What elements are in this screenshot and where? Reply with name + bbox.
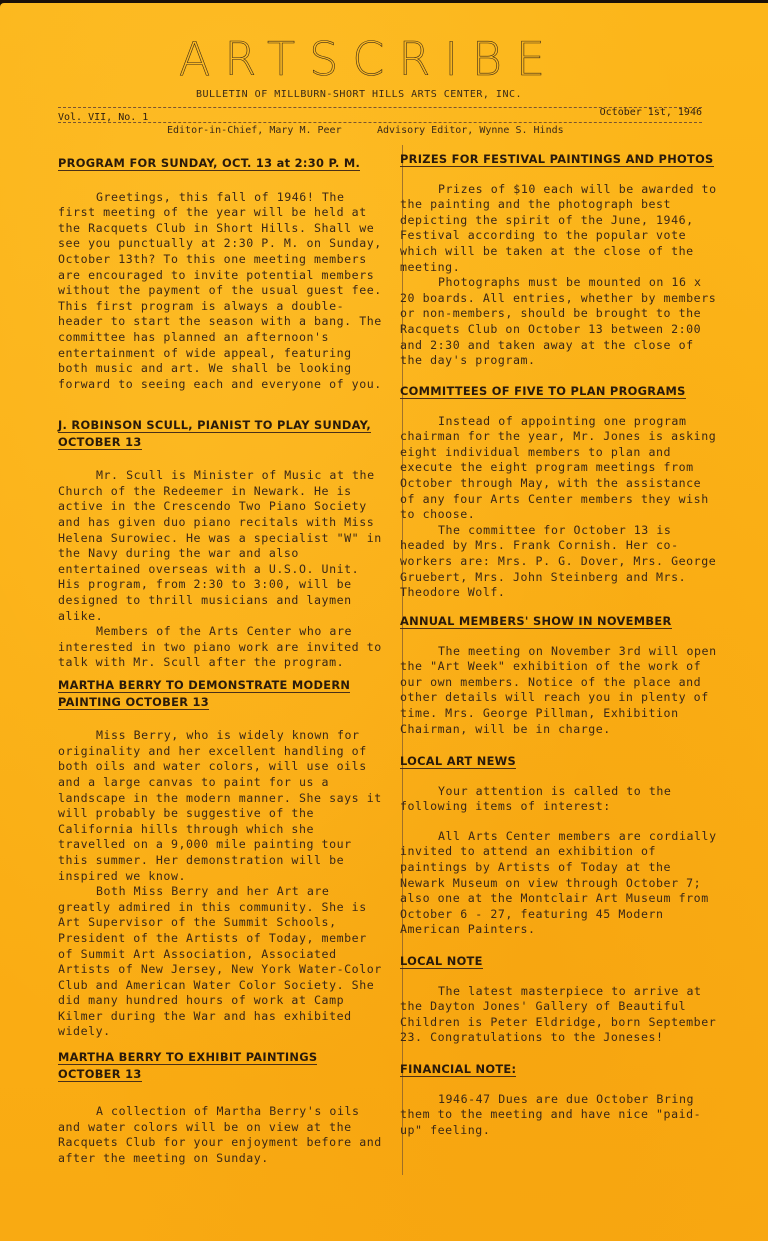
volume-bar — [58, 107, 702, 123]
article-berry-exhibit — [58, 1049, 384, 1167]
paragraph: All Arts Center members are cordially invited to attend an exhibition of paintings by Artists of Today at the Newark Museum on view through October 7; also one at the Montclair Art Museum from October 6 - 27, featuring 45 Modern American Painters. — [400, 828, 717, 937]
article-berry-demo — [58, 677, 384, 1040]
headline: LOCAL NOTE — [400, 954, 483, 968]
headline: ANNUAL MEMBERS' SHOW IN NOVEMBER — [400, 614, 672, 628]
headline: MARTHA BERRY TO EXHIBIT PAINTINGS OCTOBER 13 — [58, 1050, 318, 1081]
article-members-show — [400, 613, 720, 737]
masthead — [0, 33, 768, 100]
article-local-note — [400, 953, 720, 1046]
paragraph: Miss Berry, who is widely known for originality and her excellent handling of both oils and water colors, will use oils and a large canvas to paint for us a landscape in the modern manner. She says it will probably be suggestive of the California hills through which she travelled on a 9,000 mile painting tour this summer. Her demonstration will be inspired we know. — [58, 728, 382, 883]
paragraph: The committee for October 13 is headed by Mrs. Frank Cornish. Her co-workers are: Mrs. P. G. Dover, Mrs. George Gruebert, Mrs. John Steinberg and Mrs. Theodore Wolf. — [400, 522, 717, 600]
headline: LOCAL ART NEWS — [400, 754, 517, 768]
paragraph: Your attention is called to the following items of interest: — [400, 783, 672, 814]
advisory-editor: Advisory Editor, Wynne S. Hinds — [377, 125, 564, 136]
headline: COMMITTEES OF FIVE TO PLAN PROGRAMS — [400, 384, 686, 398]
paragraph: Photographs must be mounted on 16 x 20 boards. All entries, whether by members or non-members, should be brought to the Racquets Club on October 13 between 2:00 and 2:30 and taken away at the close of the day's program. — [400, 275, 717, 368]
article-committees — [400, 383, 720, 601]
issue-date: October 1st, 1946 — [599, 107, 702, 118]
paragraph: A collection of Martha Berry's oils and water colors will be on view at the Racquets Club for your enjoyment before and after the meeting on Sunday. — [58, 1104, 382, 1165]
article-financial-note — [400, 1061, 720, 1138]
headline: MARTHA BERRY TO DEMONSTRATE MODERN PAINTING OCTOBER 13 — [58, 678, 351, 709]
paragraph: Greetings, this fall of 1946! The first meeting of the year will be held at the Racquets Club in Short Hills. Shall we see you punctually at 2:30 P. M. on Sunday, October 13th? To this one meeting members are encouraged to invite potential members without the payment of the usual guest fee. This first program is always a double-header to start the season with a bang. The committee has planned an afternoon's entertainment of wide appeal, featuring both music and art. We shall be looking forward to seeing each and everyone of you. — [58, 189, 382, 391]
newsletter-title: ARTSCRIBE — [178, 32, 560, 86]
article-prizes — [400, 151, 720, 369]
editor-in-chief: Editor-in-Chief, Mary M. Peer — [167, 125, 342, 136]
volume-number: Vol. VII, No. 1 — [58, 112, 149, 123]
headline: FINANCIAL NOTE: — [400, 1062, 517, 1076]
paragraph: The latest masterpiece to arrive at the Dayton Jones' Gallery of Beautiful Children is Peter Eldridge, born September 23. Congratulations to the Joneses! — [400, 983, 717, 1045]
headline: PRIZES FOR FESTIVAL PAINTINGS AND PHOTOS — [400, 152, 714, 166]
paragraph: The meeting on November 3rd will open the "Art Week" exhibition of the work of our own members. Notice of the place and other details will reach you in plenty of time. Mrs. George Pillman, Exhibition Chairman, will be in charge. — [400, 643, 717, 736]
newsletter-page — [0, 3, 768, 1241]
article-scull — [58, 417, 384, 671]
article-program — [58, 155, 384, 392]
paragraph: Instead of appointing one program chairman for the year, Mr. Jones is asking eight individual members to plan and execute the eight program meetings from October through May, with the assistance of any four Arts Center members they wish to choose. — [400, 413, 717, 522]
paragraph: Members of the Arts Center who are interested in two piano work are invited to talk with Mr. Scull after the program. — [58, 624, 382, 670]
article-local-art-news — [400, 753, 720, 938]
headline: PROGRAM FOR SUNDAY, OCT. 13 at 2:30 P. M. — [58, 156, 361, 170]
headline: J. ROBINSON SCULL, PIANIST TO PLAY SUNDAY, OCTOBER 13 — [58, 418, 371, 449]
paragraph: Both Miss Berry and her Art are greatly admired in this community. She is Art Supervisor of the Summit Schools, President of the Artists of Today, member of Summit Art Association, Associated Artists of New Jersey, New York Water-Color Club and American Water Color Society. She did many hundred hours of work at Camp Kilmer during the War and has exhibited widely. — [58, 884, 382, 1039]
paragraph: Mr. Scull is Minister of Music at the Church of the Redeemer in Newark. He is active in the Crescendo Two Piano Society and has given duo piano recitals with Miss Helena Surowiec. He was a specialist "W" in the Navy during the war and also entertained overseas with a U.S.O. Unit. His program, from 2:30 to 3:00, will be designed to thrill musicians and laymen alike. — [58, 468, 382, 623]
paragraph: Prizes of $10 each will be awarded to the painting and the photograph best depicting the spirit of the June, 1946, Festival according to the popular vote which will be taken at the close of the meeting. — [400, 181, 717, 274]
paragraph: 1946-47 Dues are due October Bring them to the meeting and have nice "paid-up" feeling. — [400, 1091, 702, 1137]
newsletter-subtitle: BULLETIN OF MILLBURN-SHORT HILLS ARTS CENTER, INC. — [195, 89, 523, 100]
